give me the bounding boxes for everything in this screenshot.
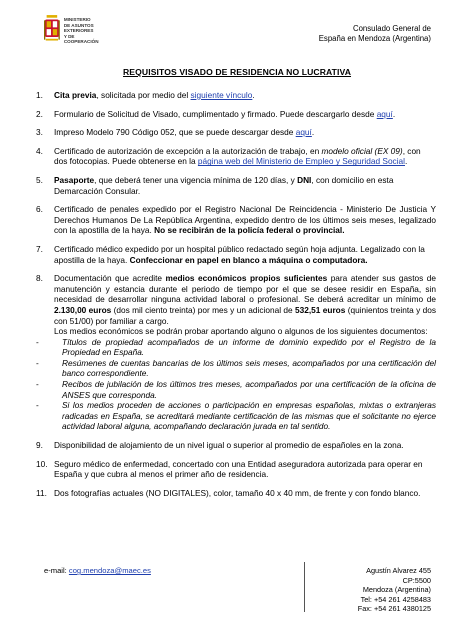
list-item-8	[36, 273, 436, 432]
footer-divider	[304, 562, 305, 612]
sub-item	[36, 379, 436, 400]
item-bold: DNI	[297, 174, 312, 185]
sub-item	[36, 400, 436, 432]
sub-item-text: Recibos de jubilación de los últimos tres meses, acompañados por una certificación de la oficina de ANSES que corresponda.	[62, 379, 436, 400]
item-text: (dos mil ciento treinta) por mes y un adicional de	[111, 304, 296, 315]
item-bold: No se recibirán de la policía federal o provincial.	[154, 225, 345, 236]
ministry-line-2: DE ASUNTOS EXTERIORES	[63, 22, 94, 34]
list-item-1	[36, 90, 436, 101]
item-text: Certificado de autorización de excepción a la autorización de trabajo, en	[54, 145, 322, 156]
list-item-10	[36, 459, 436, 480]
item-number: 9.	[36, 440, 43, 451]
ministry-name	[64, 10, 106, 50]
item-text: Documentación que acredite	[54, 273, 166, 284]
list-item-3	[36, 127, 436, 138]
ministry-web-link[interactable]: página web del Ministerio de Empleo y Seguridad Social	[197, 156, 406, 167]
address-phone: Tel: +54 261 4258483	[360, 594, 431, 604]
bullet-dash: -	[36, 379, 39, 390]
item-text: Certificado médico expedido por un hospital público redactado según hoja adjunta. Legalizado con la apostilla de la haya.	[54, 243, 425, 265]
consulate-line-1: Consulado General de	[352, 24, 431, 33]
item-number: 3.	[36, 127, 43, 138]
dependant-amount: 532,51 euros	[295, 304, 346, 315]
ministry-line-3: Y DE COOPERACIÓN	[63, 33, 99, 45]
item-bold: medios económicos propios suficientes	[165, 273, 328, 284]
list-item-5	[36, 175, 436, 196]
item-text: , solicitada por medio del	[96, 90, 191, 100]
consulate-heading	[319, 24, 431, 44]
requirements-list	[36, 90, 436, 506]
bullet-dash: -	[36, 357, 39, 368]
footer-email	[44, 566, 151, 575]
email-link[interactable]: cog.mendoza@maec.es	[68, 566, 151, 575]
bullet-dash: -	[36, 400, 39, 411]
bullet-dash: -	[36, 336, 39, 347]
item-italic: modelo oficial (EX 09)	[321, 145, 403, 156]
item-number: 4.	[36, 145, 43, 156]
item-text: Certificado de penales expedido por el Registro Nacional De Reincidencia - Ministerio De Justicia Y Derechos Humanos De La República Argentina, expedido dentro de los últimos seis meses, legalizado con la apostilla de la haya.	[54, 204, 436, 236]
item-text: , con dos fotocopias. Puede obtenerse en la	[54, 145, 421, 167]
address-city: Mendoza (Argentina)	[362, 585, 431, 595]
item-text: para atender sus gastos de manutención y estancia durante el periodo de tiempo por el que se desee residir en España, sin necesidad de desarrollar ninguna actividad laboral o profesional. Se deberá acreditar un mínimo de	[54, 273, 436, 305]
list-item-2	[36, 109, 436, 120]
item-number: 1.	[36, 90, 43, 100]
item-text: (quinientos treinta y dos con 51/00) por familiar a cargo.	[54, 304, 436, 326]
monthly-amount: 2.130,00 euros	[54, 304, 112, 315]
address-postcode: CP:5500	[402, 575, 431, 585]
page-title: REQUISITOS VISADO DE RESIDENCIA NO LUCRATIVA	[122, 67, 352, 77]
address-street: Agustín Alvarez 455	[366, 566, 431, 575]
item-text: Formulario de Solicitud de Visado, cumplimentado y firmado. Puede descargarlo desde	[54, 108, 377, 119]
footer-address	[358, 566, 431, 614]
sub-item-text: Resúmenes de cuentas bancarias de los últimos seis meses, acompañados por una certificación del banco correspondiente.	[62, 357, 436, 379]
item-text: , con domicilio en esta Demarcación Consular.	[54, 174, 394, 196]
list-item-7	[36, 244, 436, 265]
sub-item	[36, 336, 436, 358]
item-number: 8.	[36, 273, 43, 284]
item-bold: Pasaporte	[54, 174, 95, 185]
list-item-6	[36, 204, 436, 236]
item-number: 6.	[36, 204, 43, 215]
item-end: .	[252, 90, 255, 100]
item-text: Disponibilidad de alojamiento de un nivel igual o superior al promedio de españoles en la zona.	[54, 440, 404, 451]
model-790-link[interactable]: aquí	[295, 127, 312, 138]
coat-of-arms-icon	[44, 10, 60, 50]
list-item-4	[36, 146, 436, 167]
item-number: 2.	[36, 108, 43, 119]
item-number: 10.	[36, 458, 48, 469]
consulate-line-2: España en Mendoza (Argentina)	[318, 34, 431, 43]
sub-item	[36, 357, 436, 379]
item-end: .	[405, 156, 408, 167]
item-text: Seguro médico de enfermedad, concertado con una Entidad aseguradora autorizada para operar en España y que cubra al menos el primer año de residencia.	[54, 458, 423, 480]
item-text: Los medios económicos se podrán probar aportando alguno o algunos de los siguientes documentos:	[54, 326, 428, 337]
item-number: 5.	[36, 174, 43, 185]
sub-item-text: Títulos de propiedad acompañados de un informe de dominio expedido por el Registro de la Propiedad en España.	[62, 336, 436, 358]
list-item-9	[36, 440, 436, 451]
address-fax: Fax: +54 261 4380125	[357, 604, 431, 614]
item-text: , que deberá tener una vigencia mínima de 120 días, y	[94, 174, 298, 185]
ministry-line-1: MINISTERIO	[63, 17, 91, 22]
item-text: Dos fotografías actuales (NO DIGITALES), color, tamaño 40 x 40 mm, de frente y con fondo blanco.	[54, 487, 421, 498]
item-number: 7.	[36, 243, 43, 254]
form-download-link[interactable]: aquí	[376, 108, 393, 119]
item-end: .	[311, 127, 315, 138]
item-bold: Cita previa	[54, 90, 97, 100]
email-label: e-mail:	[44, 566, 69, 575]
ministry-logo	[44, 10, 106, 50]
item-number: 11.	[36, 487, 47, 498]
list-item-11	[36, 488, 436, 499]
sub-item-text: Si los medios proceden de acciones o participación en empresas españolas, mixtas o extranjeras radicadas en España, se acreditará mediante certificación de las mismas que el solicitante no ejerce actividad laboral alguna, acompañando declaración jurada en tal sentido.	[62, 400, 436, 432]
appointment-link[interactable]: siguiente vínculo	[190, 90, 253, 100]
item-text: Impreso Modelo 790 Código 052, que se puede descargar desde	[54, 127, 296, 138]
item-bold: Confeccionar en papel en blanco a máquina o computadora.	[129, 254, 368, 265]
item-end: .	[392, 108, 396, 119]
